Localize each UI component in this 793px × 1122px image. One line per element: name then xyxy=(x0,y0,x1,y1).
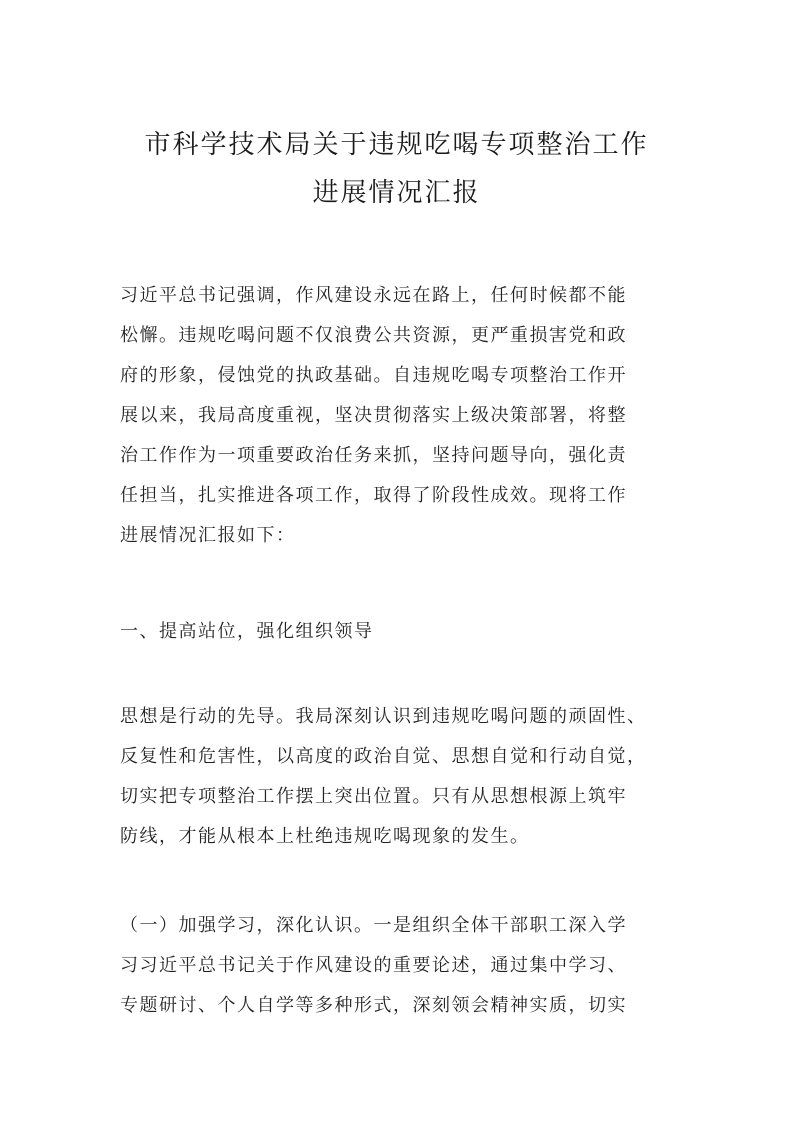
intro-line: 任担当，扎实推进各项工作，取得了阶段性成效。现将工作 xyxy=(120,485,627,506)
section-1-line: 思想是行动的先导。我局深刻认识到违规吃喝问题的顽固性、 xyxy=(120,706,647,727)
section-1-paragraph xyxy=(120,697,680,857)
intro-line: 治工作作为一项重要政治任务来抓，坚持问题导向，强化责 xyxy=(120,445,627,466)
subsection-1-line: （一）加强学习，深化认识。一是组织全体干部职工深入学 xyxy=(120,915,627,936)
intro-line: 习近平总书记强调，作风建设永远在路上，任何时候都不能 xyxy=(120,285,627,306)
subsection-1-line: 专题研讨、个人自学等多种形式，深刻领会精神实质，切实 xyxy=(120,995,627,1016)
section-1-line: 反复性和危害性，以高度的政治自觉、思想自觉和行动自觉， xyxy=(120,746,647,767)
subsection-1-paragraph xyxy=(120,906,680,1026)
document-title-line-1: 市科学技术局关于违规吃喝专项整治工作 xyxy=(144,130,649,160)
intro-line: 进展情况汇报如下： xyxy=(120,525,296,546)
subsection-1-line: 习习近平总书记关于作风建设的重要论述，通过集中学习、 xyxy=(120,955,627,976)
section-heading-text: 一、提高站位，强化组织领导 xyxy=(120,621,374,642)
intro-line: 府的形象，侵蚀党的执政基础。自违规吃喝专项整治工作开 xyxy=(120,365,627,386)
intro-paragraph xyxy=(120,276,680,556)
section-1-line: 防线，才能从根本上杜绝违规吃喝现象的发生。 xyxy=(120,826,530,847)
intro-line: 松懈。违规吃喝问题不仅浪费公共资源，更严重损害党和政 xyxy=(120,325,627,346)
intro-line: 展以来，我局高度重视，坚决贯彻落实上级决策部署，将整 xyxy=(120,405,627,426)
document-title-line-2: 进展情况汇报 xyxy=(312,178,481,208)
section-1-line: 切实把专项整治工作摆上突出位置。只有从思想根源上筑牢 xyxy=(120,786,627,807)
section-1-heading xyxy=(120,612,680,652)
